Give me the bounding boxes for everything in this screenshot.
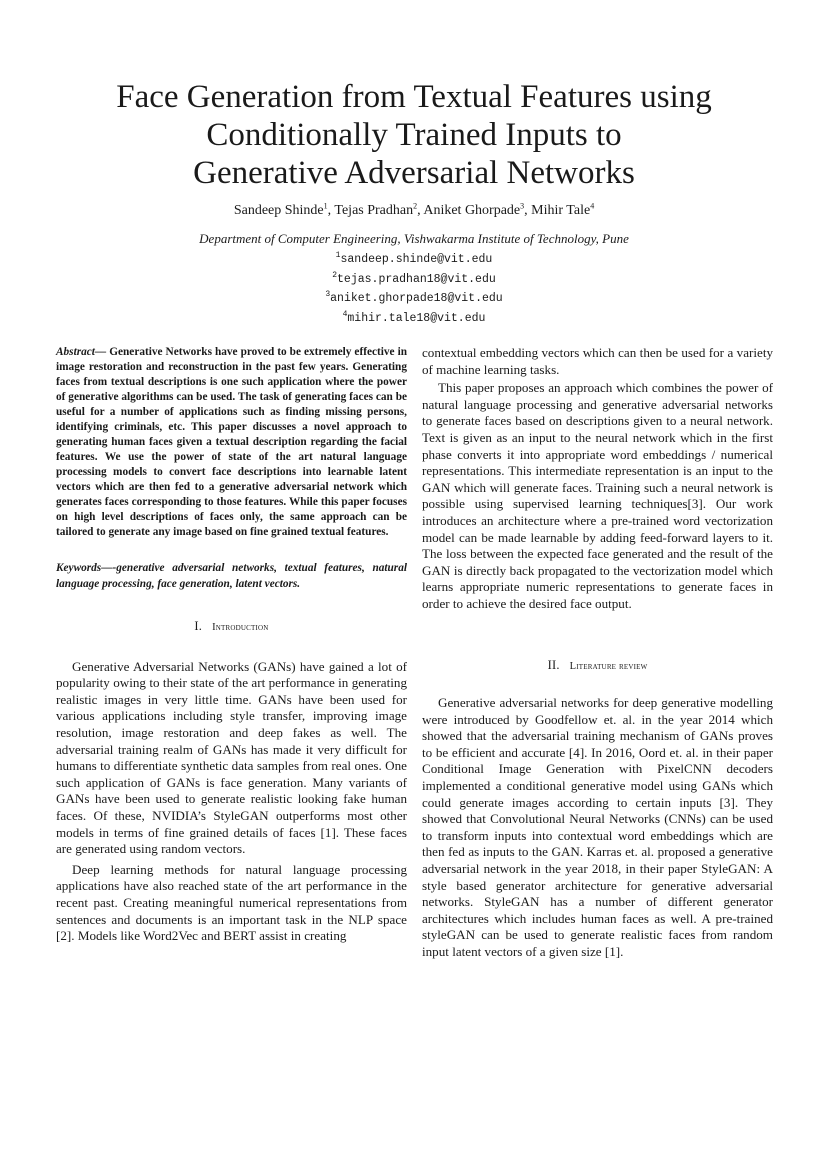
email-item: [60, 309, 768, 329]
author-list: Sandeep Shinde$^1$, Tejas Pradhan$^2$, Aniket Ghorpade$^3$, Mihir Tale$^4$: [233, 201, 595, 218]
email-sup: 1: [335, 251, 341, 261]
section-heading-literature-review: [422, 657, 773, 676]
abstract-label: Abstract—: [56, 346, 107, 358]
affiliation: Department of Computer Engineering, Vishwakarma Institute of Technology, Pune: [199, 231, 629, 246]
author-name: Aniket Ghorpade: [423, 203, 521, 218]
intro-paragraph-1: Generative Adversarial Networks (GANs) have gained a lot of popularity owing to their state of the art performance in generating realistic images in very little time. GANs have been used for various applications including style transfer, improving image resolution, image restoration and deep fakes as well. The adversarial training realm of GANs has made it very difficult for humans to differentiate synthetic data samples from real ones. One such application of GANs is face generation. Many variants of GANs have been used to generate realistic looking fake human faces. Of these, NVIDIA’s StyleGAN outperforms most other models in terms of fine grained details of faces [1]. These faces are generated using random vectors.: [56, 658, 407, 857]
author-sup: 4: [590, 201, 595, 211]
keywords: [56, 560, 407, 592]
email-link[interactable]: sandeep.shinde@vit.edu: [340, 253, 493, 266]
email-sup: 4: [342, 309, 348, 319]
email-item: [60, 250, 768, 270]
right-column: [422, 345, 773, 961]
body-paragraph: This paper proposes an approach which combines the power of natural language processing and generative adversarial networks to generate faces based on descriptions given to a neural network. Text is given as an input to the neural network which in the first phase converts it into appropriate word embeddings / numerical representations. This intermediate representation is an input to the GAN which will generate faces. Training such a neural network is possible using supervised learning techniques[3]. Our work introduces an architecture where a pre-trained word vectorization model can be made learnable by adding feed-forward layers to it. The loss between the expected face generated and the result of the GAN is directly back propagated to the vectorization model which learns appropriate numeric representations to generate faces in order to achieve the desired face output.: [422, 380, 773, 611]
title-line: Face Generation from Textual Features using: [116, 79, 712, 115]
keywords-text: —-generative adversarial networks, textual features, natural language processing, face generation, latent vectors.: [56, 562, 407, 590]
author-sup: 3: [520, 201, 525, 211]
author-name: Mihir Tale: [531, 203, 591, 218]
email-sup: 2: [332, 270, 338, 280]
author-name: Tejas Pradhan: [334, 203, 414, 218]
section-title: Literature review: [569, 660, 648, 672]
abstract: [56, 345, 407, 540]
email-list: [60, 250, 768, 328]
intro-paragraph-2: Deep learning methods for natural language processing applications have also reached state of the art performance in the recent past. Creating meaningful numerical representations from sentences and documents is an important task in the NLP space [2]. Models like Word2Vec and BERT assist in creating: [56, 861, 407, 944]
email-link[interactable]: tejas.pradhan18@vit.edu: [337, 272, 496, 286]
keywords-label: Keywords: [56, 562, 102, 574]
email-item: [60, 270, 768, 290]
section-number: I.: [194, 619, 203, 633]
title-line: Conditionally Trained Inputs to: [206, 117, 622, 153]
email-link[interactable]: aniket.ghorpade18@vit.edu: [330, 292, 503, 305]
body-paragraph: contextual embedding vectors which can then be used for a variety of machine learning tasks.: [422, 345, 773, 377]
literature-paragraph: Generative adversarial networks for deep generative modelling were introduced by Goodfellow et. al. in the year 2014 which showed that the adversarial training mechanism of GANs proves to be efficient and accurate [4]. In 2016, Oord et. al. in their paper Conditional Image Generation with PixelCNN decoders implemented a conditional generative model using GANs which could generate images according to certain inputs [3]. They showed that Convolutional Neural Networks (CNNs) can be used to transform inputs into contextual word embeddings which are then fed as inputs to the GAN. Karras et. al. proposed a generative adversarial network in the year 2018, in their paper StyleGAN: A style based generator architecture for generative adversarial networks. StyleGAN has a number of different generator architectures which includes human faces as well. A pre-trained styleGAN can be used to generate realistic faces from random input latent vectors of a given size [1].: [422, 695, 773, 959]
section-number: II.: [547, 657, 560, 672]
author-sup: 1: [323, 201, 328, 211]
author-name: Sandeep Shinde: [233, 203, 324, 218]
left-column: [56, 345, 407, 945]
paper-title: [60, 78, 768, 192]
section-heading-introduction: [56, 618, 407, 637]
title-line: Generative Adversarial Networks: [193, 155, 635, 191]
email-link[interactable]: mihir.tale18@vit.edu: [347, 311, 486, 325]
author-sup: 2: [413, 201, 418, 211]
abstract-text: Generative Networks have proved to be extremely effective in image restoration and reconstruction in the past few years. Generating faces from textual descriptions is one such application where the power of generative algorithms can be used. The task of generating faces can be useful for a number of applications such as finding missing persons, identifying criminals, etc. This paper discusses a novel approach to generating human faces given a textual description regarding the facial features. We use the power of state of the art natural language processing models to convert face descriptions into learnable latent vectors which are then fed to a generative adversarial network which generates faces corresponding to those features. While this paper focuses on high level descriptions of faces only, the same approach can be tailored to generate any image based on fine grained textual features.: [56, 346, 407, 538]
email-sup: 3: [325, 290, 331, 300]
section-title: Introduction: [212, 622, 269, 633]
email-item: [60, 289, 768, 309]
